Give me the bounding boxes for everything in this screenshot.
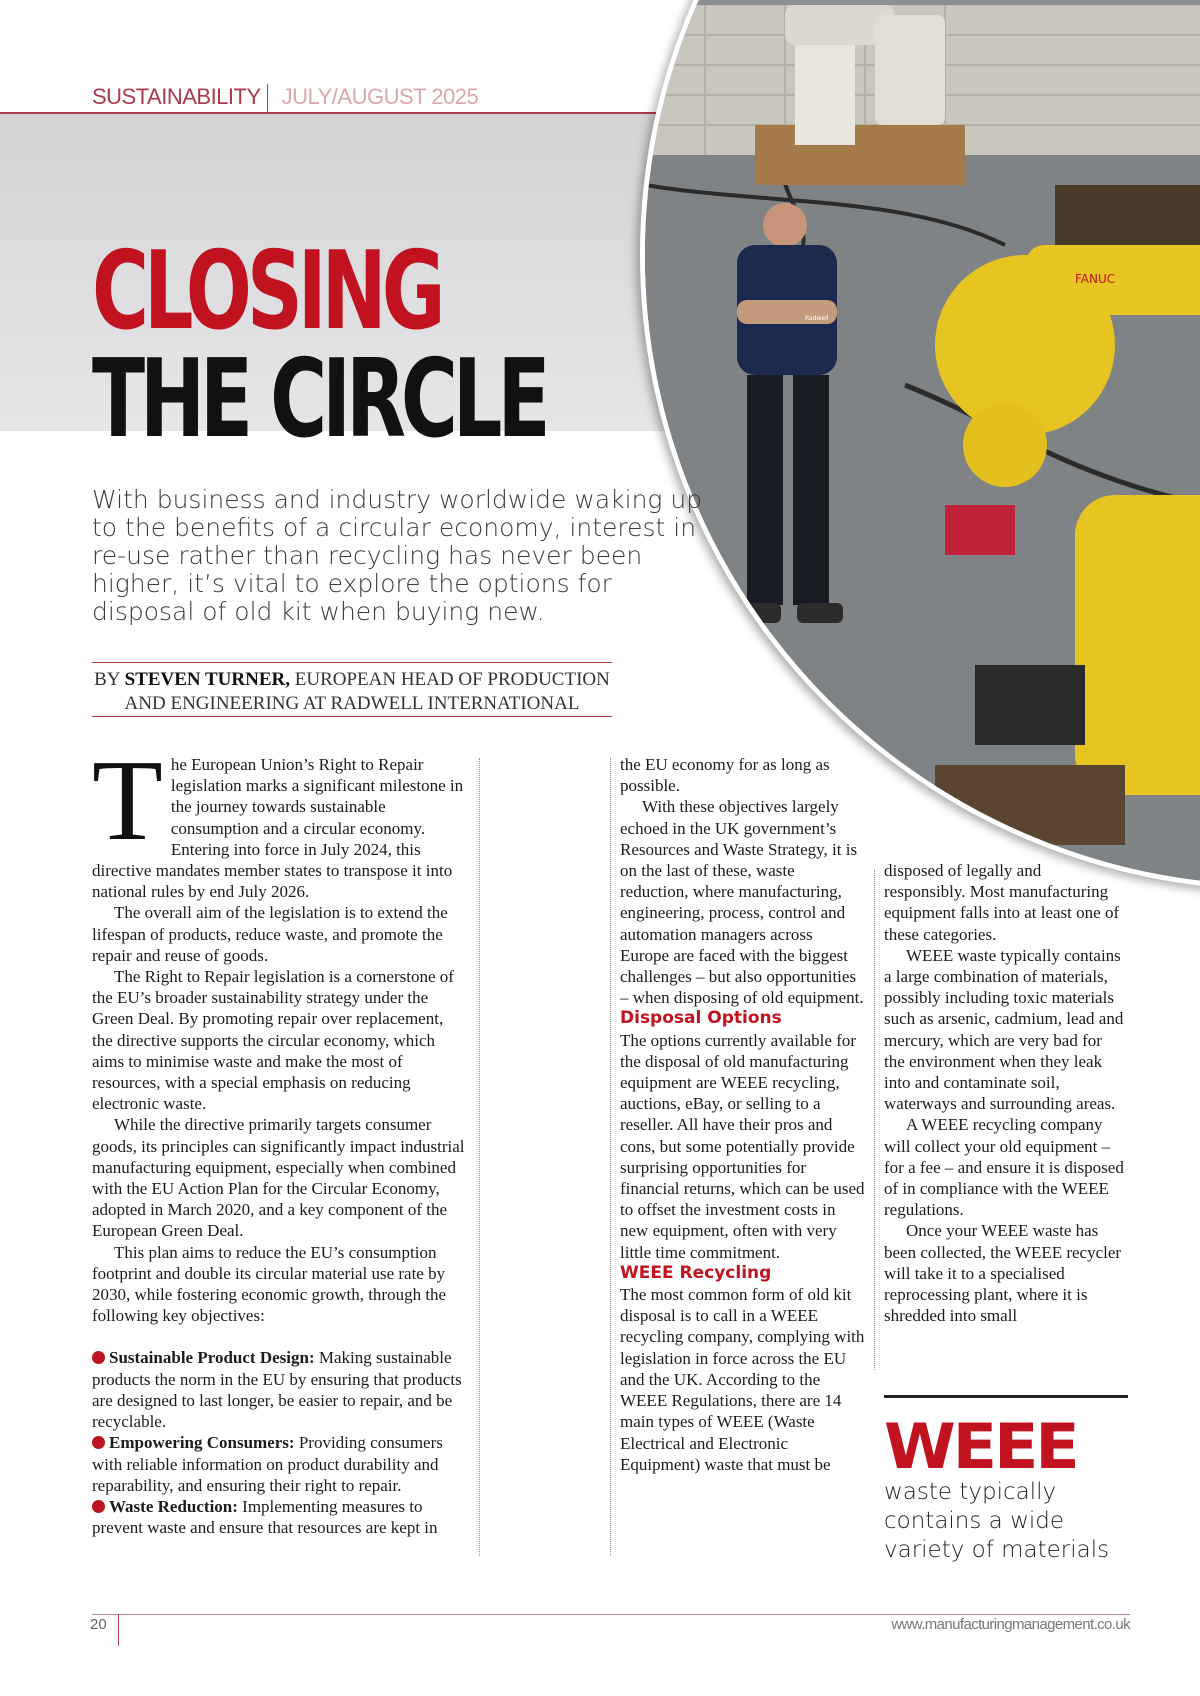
bullet-dot-icon [92, 1436, 105, 1449]
column-divider [479, 758, 480, 1556]
paragraph: A WEEE recycling company will collect your old equipment – for a fee – and ensure it is disposed of in compliance with the WEEE regulations. [884, 1115, 1124, 1220]
section-label: SUSTAINABILITY [92, 84, 261, 109]
bullet-item [92, 1496, 467, 1538]
title-line-1: CLOSING [92, 229, 441, 354]
paragraph: This plan aims to reduce the EU’s consumption footprint and double its circular material use rate by 2030, while fostering economic growth, through the following key objectives: [92, 1242, 447, 1326]
subheading-disposal-options: Disposal Options [620, 1008, 782, 1029]
header-rule [0, 112, 690, 114]
factory-scene-illustration [645, 0, 1200, 885]
paragraph: disposed of legally and responsibly. Most manufacturing equipment falls into at least one of these categories. [884, 861, 1120, 944]
bullet-label: Sustainable Product Design: [109, 1348, 315, 1368]
paragraph: the EU economy for as long as possible. [620, 755, 830, 796]
bullet-item [92, 1432, 467, 1496]
bullet-text: Providing consumers with reliable information on product durability and reparability, and ensuring their right to repair. [92, 1433, 443, 1495]
bullet-dot-icon [92, 1351, 105, 1364]
robot-brand-label: FANUC [1075, 272, 1116, 286]
paragraph-text: he European Union’s Right to Repair legislation marks a significant milestone in the journey towards sustainable consumption and a circular economy. Entering into force in July 2024, this directive mandates member states to transpose it into national rules by end July 2026. [92, 755, 464, 902]
bullet-dot-icon [92, 1500, 105, 1513]
body-column-2 [620, 754, 865, 1475]
bullet-label: Empowering Consumers: [109, 1433, 295, 1453]
paragraph [92, 737, 467, 902]
paragraph: The Right to Repair legislation is a cornerstone of the EU’s broader sustainability strategy under the Green Deal. By promoting repair over replacement, the directive supports the circular economy, which aims to minimise waste and make the most of resources, with a special emphasis on reducing electronic waste. [92, 967, 454, 1114]
bullet-text: Implementing measures to prevent waste and ensure that resources are kept in [92, 1496, 438, 1538]
issue-date: JULY/AUGUST 2025 [281, 84, 479, 109]
pullquote-heading: WEEE [884, 1410, 1077, 1483]
footer-rule [92, 1614, 1130, 1615]
byline [92, 668, 612, 716]
running-header [92, 84, 478, 112]
paragraph: With these objectives largely echoed in the UK government’s Resources and Waste Strategy, it is on the last of these, waste reduction, where manufacturing, engineering, process, control and automation managers across Europe are faced with the biggest challenges – but also opportunities – when disposing of old equipment. [620, 797, 864, 1008]
page-number: 20 [90, 1616, 107, 1633]
paragraph: WEEE waste typically contains a large combination of materials, possibly including toxic materials such as arsenic, cadmium, lead and mercury, which are very bad for the environment when they leak into and contaminate soil, waterways and surrounding areas. [884, 945, 1124, 1114]
bullet-item [92, 1347, 467, 1432]
paragraph: While the directive primarily targets consumer goods, its principles can significantly impact industrial manufacturing equipment, especially when combined with the EU Action Plan for the Circular Economy, adopted in March 2020, and a key component of the European Green Deal. [92, 1115, 465, 1241]
header-divider [267, 84, 268, 112]
subheading-weee-recycling: WEEE Recycling [620, 1262, 772, 1283]
column-divider [874, 870, 875, 1370]
standfirst: With business and industry worldwide waking up to the benefits of a circular economy, interest in re-use rather than recycling has never been higher, it’s vital to explore the options for disposal of old kit when buying new. [92, 485, 703, 626]
bullet-label: Waste Reduction: [109, 1496, 238, 1516]
body-column-3 [884, 860, 1124, 1326]
paragraph: Once your WEEE waste has been collected, the WEEE recycler will take it to a specialised reprocessing plant, where it is shredded into small [884, 1221, 1122, 1326]
article-title [92, 229, 546, 462]
body-column-1 [92, 737, 467, 1538]
byline-role: EUROPEAN HEAD OF PRODUCTION AND ENGINEERING AT RADWELL INTERNATIONAL [124, 669, 610, 714]
pullquote-rule [884, 1395, 1128, 1398]
drop-cap: T [92, 737, 163, 865]
paragraph: The overall aim of the legislation is to extend the lifespan of products, reduce waste, and promote the repair and reuse of goods. [92, 903, 448, 965]
byline-author: STEVEN TURNER, [124, 669, 290, 690]
byline-rule-bottom [92, 716, 612, 717]
footer-url: www.manufacturingmanagement.co.uk [891, 1616, 1130, 1633]
byline-rule-top [92, 662, 612, 663]
pullquote-text: waste typically contains a wide variety of materials [884, 1479, 1110, 1563]
title-line-2: THE CIRCLE [92, 337, 546, 462]
byline-by: BY [94, 669, 120, 690]
paragraph: The options currently available for the disposal of old manufacturing equipment are WEEE recycling, auctions, eBay, or selling to a reseller. All have their pros and cons, but some potentially provide surprising opportunities for financial returns, which can be used to offset the investment costs in new equipment, often with very little time commitment. [620, 1030, 865, 1262]
shirt-logo: Radwell [805, 315, 829, 322]
paragraph: The most common form of old kit disposal is to call in a WEEE recycling company, complying with legislation in force across the EU and the UK. According to the WEEE Regulations, there are 14 main types of WEEE (Waste Electrical and Electronic Equipment) waste that must be [620, 1285, 865, 1474]
column-divider [610, 758, 611, 1556]
footer-divider [118, 1614, 119, 1646]
bullet-text: Making sustainable products the norm in the EU by ensuring that products are designed to last longer, be easier to repair, and be recyclable. [92, 1348, 462, 1432]
